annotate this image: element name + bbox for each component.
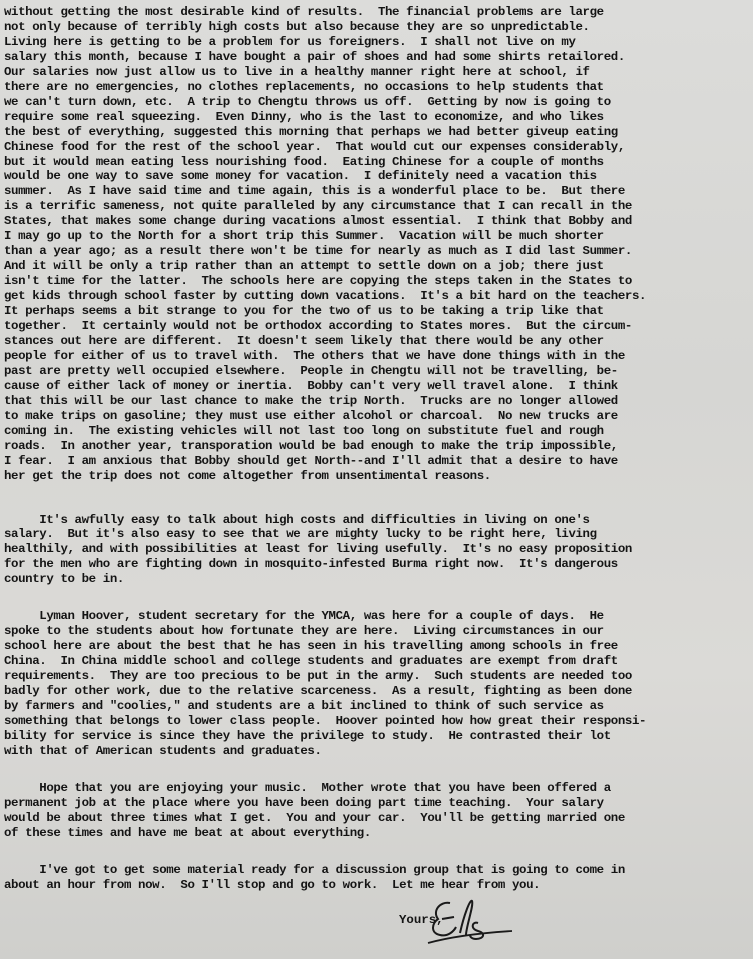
text-line: with that of American students and graduates. — [4, 743, 322, 758]
text-line: get kids through school faster by cutting down vacations. It's a bit hard on the teachers. — [4, 289, 647, 304]
letter-paragraph — [4, 863, 745, 893]
text-line: China. In China middle school and college students and graduates are exempt from draft — [4, 654, 618, 669]
text-line: to make trips on gasoline; they must use either alcohol or charcoal. No new trucks are — [4, 408, 618, 423]
paragraph-gap — [4, 484, 745, 513]
text-line: the best of everything, suggested this morning that perhaps we had better giveup eating — [4, 124, 618, 139]
letter-paragraph — [4, 781, 745, 841]
text-line: is a terrific sameness, not quite paralleled by any circumstance that I can recall in the — [4, 199, 632, 214]
text-line: stances out here are different. It doesn't seem likely that there would be any other — [4, 333, 604, 348]
text-line: school here are about the best that he has seen in his travelling among schools in free — [4, 639, 618, 654]
text-line: roads. In another year, transporation would be bad enough to make the trip impossible, — [4, 438, 618, 453]
text-line: we can't turn down, etc. A trip to Chengtu throws us off. Getting by now is going to — [4, 94, 611, 109]
text-line: Lyman Hoover, student secretary for the YMCA, was here for a couple of days. He — [4, 609, 604, 624]
text-line: Our salaries now just allow us to live in a healthy manner right here at school, if — [4, 64, 590, 79]
text-line: about an hour from now. So I'll stop and go to work. Let me hear from you. — [4, 877, 541, 892]
text-line: badly for other work, due to the relative scarceness. As a result, fighting as been done — [4, 684, 632, 699]
letter-body — [4, 5, 745, 893]
text-line: for the men who are fighting down in mosquito-infested Burma right now. It's dangerous — [4, 557, 618, 572]
text-line: cause of either lack of money or inertia. Bobby can't very well travel alone. I think — [4, 378, 618, 393]
text-line: healthily, and with possibilities at least for living usefully. It's no easy proposition — [4, 542, 632, 557]
text-line: States, that makes some change during vacations almost essential. I think that Bobby and — [4, 214, 632, 229]
text-line: would be one way to save some money for vacation. I definitely need a vacation this — [4, 169, 597, 184]
text-line: permanent job at the place where you have been doing part time teaching. Your salary — [4, 795, 604, 810]
text-line: country to be in. — [4, 572, 124, 587]
text-line: without getting the most desirable kind of results. The financial problems are large — [4, 5, 604, 19]
text-line: salary this month, because I have bought a pair of shoes and had some shirts retailored. — [4, 49, 625, 64]
text-line: her get the trip does not come altogether from unsentimental reasons. — [4, 468, 491, 483]
text-line: isn't time for the latter. The schools here are copying the steps taken in the States to — [4, 274, 632, 289]
text-line: past are pretty well occupied elsewhere. People in Chengtu will not be travelling, be- — [4, 363, 618, 378]
text-line: coming in. The existing vehicles will not last too long on substitute fuel and rough — [4, 423, 604, 438]
paragraph-gap — [4, 759, 745, 781]
text-line: there are no emergencies, no clothes replacements, no occasions to help students that — [4, 79, 604, 94]
text-line: that this will be our last chance to make the trip North. Trucks are no longer allowed — [4, 393, 618, 408]
text-line: than a year ago; as a result there won't be time for nearly as much as I did last Summer. — [4, 244, 632, 259]
text-line: Chinese food for the rest of the school year. That would cut our expenses considerably, — [4, 139, 625, 154]
paragraph-gap — [4, 587, 745, 609]
text-line: together. It certainly would not be orthodox according to States mores. But the circum- — [4, 319, 632, 334]
text-line: by farmers and "coolies," and students are a bit inclined to think of such service as — [4, 698, 604, 713]
letter-closing: Yours, — [399, 912, 444, 927]
text-line: summer. As I have said time and time again, this is a wonderful place to be. But there — [4, 184, 625, 199]
text-line: I may go up to the North for a short trip this Summer. Vacation will be much shorter — [4, 229, 604, 244]
text-line: people for either of us to travel with. The others that we have done things with in the — [4, 348, 625, 363]
text-line: not only because of terribly high costs but also because they are so unpredictable. — [4, 19, 590, 34]
paragraph-gap — [4, 841, 745, 863]
letter-paragraph — [4, 5, 745, 484]
text-line: Living here is getting to be a problem for us foreigners. I shall not live on my — [4, 34, 576, 49]
text-line: of these times and have me beat at about everything. — [4, 825, 371, 840]
text-line: And it will be only a trip rather than an attempt to settle down on a job; there just — [4, 259, 604, 274]
text-line: It's awfully easy to talk about high costs and difficulties in living on one's — [4, 512, 590, 527]
text-line: bility for service is since they have the privilege to study. He contrasted their lot — [4, 728, 611, 743]
text-line: I fear. I am anxious that Bobby should get North--and I'll admit that a desire to have — [4, 453, 618, 468]
letter-paragraph — [4, 513, 745, 588]
text-line: something that belongs to lower class people. Hoover pointed how how great their responsi- — [4, 713, 647, 728]
text-line: require some real squeezing. Even Dinny, who is the last to economize, and who likes — [4, 109, 604, 124]
text-line: Hope that you are enjoying your music. Mother wrote that you have been offered a — [4, 780, 611, 795]
text-line: salary. But it's also easy to see that we are mighty lucky to be right here, living — [4, 527, 597, 542]
text-line: I've got to get some material ready for a discussion group that is going to come in — [4, 862, 625, 877]
letter-paragraph — [4, 609, 745, 759]
text-line: requirements. They are too precious to be put in the army. Such students are needed too — [4, 669, 632, 684]
text-line: It perhaps seems a bit strange to you for the two of us to be taking a trip like that — [4, 304, 604, 319]
text-line: spoke to the students about how fortunate they are here. Living circumstances in our — [4, 624, 604, 639]
text-line: would be about three times what I get. You and your car. You'll be getting married one — [4, 810, 625, 825]
handwritten-signature — [420, 893, 520, 945]
text-line: but it would mean eating less nourishing food. Eating Chinese for a couple of months — [4, 154, 604, 169]
